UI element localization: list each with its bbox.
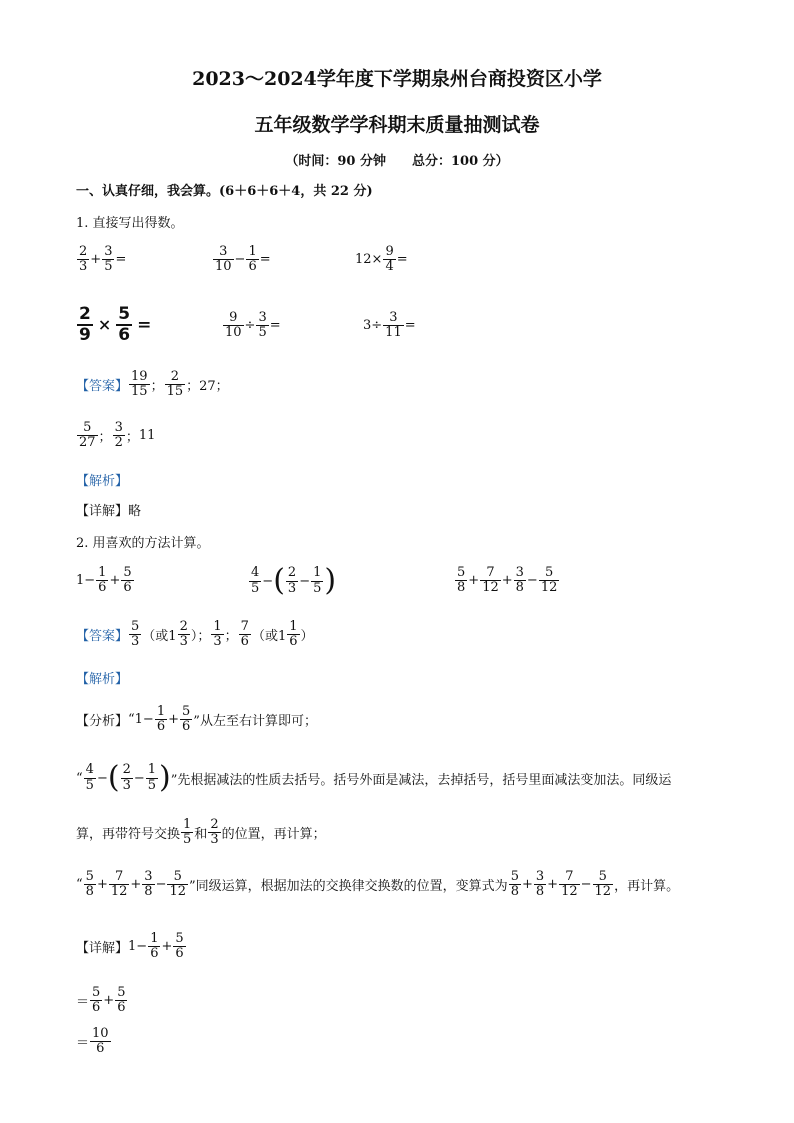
- section-heading: 一、认真仔细，我会算。(6＋6＋6＋4，共 22 分): [76, 184, 373, 199]
- question-1-answer-cont: $\frac{5}{27}$ ； $\frac{3}{2}$ ； 11: [79, 420, 156, 451]
- problem-6: 3÷ $\frac{3}{11}$ =: [363, 310, 416, 341]
- question-2-answer: 【答案】 $\frac{5}{3}$ （或1 $\frac{2}{3}$ ）； $\frac{1}{3}$ ； $\frac{7}{6}$ （或1 $\frac{1}{6}$ ）: [76, 619, 314, 650]
- analysis-line-1: 【分析】 “1− $\frac{1}{6}$ + $\frac{5}{6}$ ”从左至右计算即可；: [76, 704, 317, 735]
- problem-1: $\frac{2}{3}$ + $\frac{3}{5}$ =: [79, 244, 127, 275]
- detail-line: 【详解】 1− $\frac{1}{6}$ + $\frac{5}{6}$: [76, 931, 184, 962]
- exam-title-line2: 五年级数学学科期末质量抽测试卷: [254, 114, 540, 136]
- question-2-prompt: 2. 用喜欢的方法计算。: [76, 536, 210, 551]
- expression-2: $\frac{4}{5}$ − ( $\frac{2}{3}$ − $\frac{1}{5}$ ): [251, 563, 337, 598]
- analysis-line-4: “ $\frac{5}{8}$ + $\frac{7}{12}$ + $\frac{3}{8}$ − $\frac{5}{12}$ ”同级运算，根据加法的交换律交换数的位置，变算式为 $\frac{5}{8}$ + $\frac{3}{8}$ + $\frac{7}{12}$ − $\frac{5}{12}$ ，再计算。: [76, 869, 680, 900]
- analysis-line-2: “ $\frac{4}{5}$ − ( $\frac{2}{3}$ − $\frac{1}{5}$ ) ”先根据减法的性质去括号。括号外面是减法，去掉括号，括号里面减法变加法。同级运: [76, 760, 672, 795]
- expression-1: 1− $\frac{1}{6}$ + $\frac{5}{6}$: [76, 565, 132, 596]
- detail-step-2: ＝ $\frac{10}{6}$: [76, 1026, 109, 1057]
- problem-4: $\frac{2}{9}$ × $\frac{5}{6}$ =: [79, 304, 152, 345]
- question-1-answer: 【答案】 $\frac{19}{15}$ ； $\frac{2}{15}$ ； 27；: [76, 369, 229, 400]
- question-1-analysis-tag: 【解析】: [76, 474, 129, 489]
- question-1-detail: 【详解】略: [76, 504, 142, 519]
- question-1-prompt: 1. 直接写出得数。: [76, 216, 184, 231]
- exam-meta: （时间：90 分钟 总分：100 分）: [285, 154, 509, 169]
- analysis-line-3: 算，再带符号交换 $\frac{1}{5}$ 和 $\frac{2}{3}$ 的位置，再计算；: [76, 817, 326, 848]
- exam-title-line1: 2023～2024学年度下学期泉州台商投资区小学: [192, 68, 602, 90]
- problem-5: $\frac{9}{10}$ ÷ $\frac{3}{5}$ =: [225, 310, 281, 341]
- problem-3: 12× $\frac{9}{4}$ =: [355, 244, 408, 275]
- detail-step-1: ＝ $\frac{5}{6}$ + $\frac{5}{6}$: [76, 985, 126, 1016]
- expression-3: $\frac{5}{8}$ + $\frac{7}{12}$ + $\frac{3}{8}$ − $\frac{5}{12}$: [457, 565, 558, 596]
- problem-2: $\frac{3}{10}$ − $\frac{1}{6}$ =: [215, 244, 271, 275]
- question-2-analysis-tag: 【解析】: [76, 672, 129, 687]
